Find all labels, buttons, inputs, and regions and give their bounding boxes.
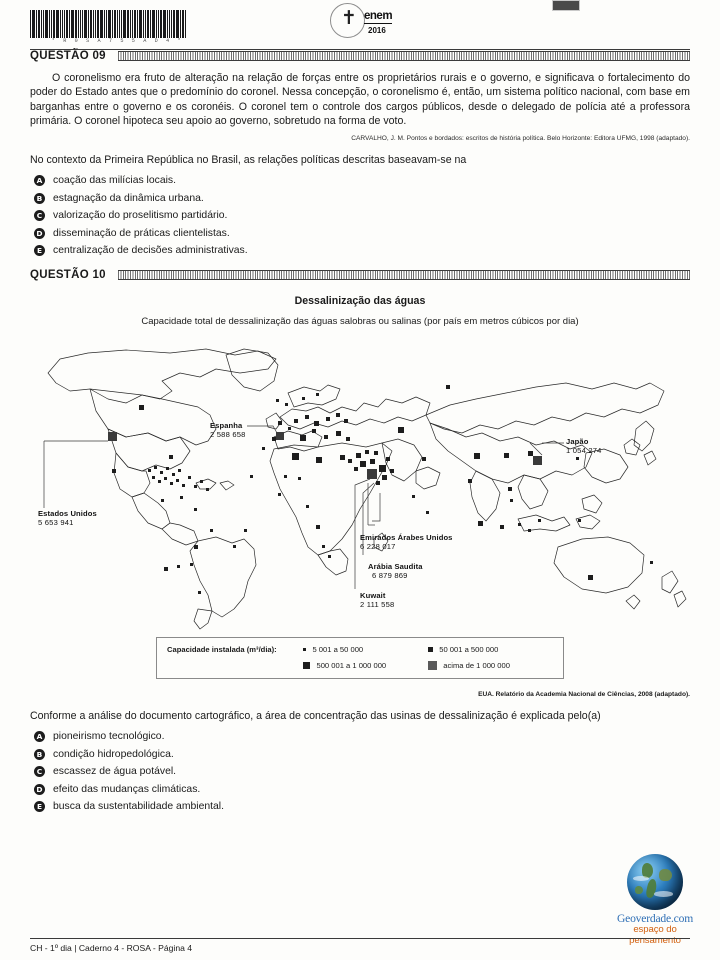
option-letter-badge: D — [34, 784, 45, 795]
map-label-estados-unidos: Estados Unidos 5 653 941 — [38, 509, 97, 528]
legend-range-1: 50 001 a 500 000 — [439, 645, 499, 655]
question-09-source: CARVALHO, J. M. Pontos e bordados: escritos de história política. Belo Horizonte: Editora UFMG, 1998 (adaptado). — [351, 134, 690, 142]
legend-swatch-tiny — [303, 648, 306, 651]
watermark-site: Geoverdade.com — [616, 912, 694, 925]
question-09-stem: No contexto da Primeira República no Brasil, as relações políticas descritas baseavam-se na — [30, 153, 467, 166]
question-09-rule — [118, 51, 690, 61]
option-text: valorização do proselitismo partidário. — [53, 210, 228, 222]
question-10-option-e[interactable] — [34, 801, 690, 813]
option-text: escassez de água potável. — [53, 766, 177, 778]
question-10-option-a[interactable] — [34, 731, 690, 743]
question-10-label: QUESTÃO 10 — [30, 269, 106, 282]
question-10-option-c[interactable] — [34, 766, 690, 778]
legend-row-1 — [167, 645, 553, 654]
world-map-svg — [30, 333, 690, 633]
barcode — [30, 8, 205, 38]
map-label-arabia-saudita: Arábia Saudita 6 879 869 — [368, 562, 423, 581]
figure-title: Dessalinização das águas — [294, 295, 426, 308]
question-10-header — [30, 269, 690, 281]
option-letter-badge: E — [34, 801, 45, 812]
option-letter-badge: B — [34, 193, 45, 204]
world-map-figure — [30, 333, 690, 633]
logo-figure-icon: ✝ — [341, 7, 357, 29]
figure-subtitle: Capacidade total de dessalinização das águas salobras ou salinas (por país em metros cúbicos por dia) — [141, 316, 579, 328]
map-leader-lines — [44, 426, 564, 589]
page-header — [0, 0, 720, 50]
question-10-stem: Conforme a análise do documento cartográfico, a área de concentração das usinas de dessalinização é explicada pelo(a) — [30, 710, 601, 723]
option-text: estagnação da dinâmica urbana. — [53, 192, 204, 204]
question-09-option-c[interactable] — [34, 210, 690, 222]
globe-icon — [627, 854, 683, 910]
map-label-kuwait: Kuwait 2 111 558 — [360, 591, 395, 610]
question-10-option-d[interactable] — [34, 784, 690, 796]
question-10-option-b[interactable] — [34, 749, 690, 761]
question-09-label: QUESTÃO 09 — [30, 50, 106, 62]
footer-divider — [30, 938, 690, 939]
option-letter-badge: C — [34, 210, 45, 221]
map-label-espanha: Espanha 2 588 658 — [210, 421, 246, 440]
option-letter-badge: A — [34, 731, 45, 742]
question-09-option-a[interactable] — [34, 175, 690, 187]
option-letter-badge: D — [34, 228, 45, 239]
option-letter-badge: A — [34, 175, 45, 186]
option-letter-badge: E — [34, 245, 45, 256]
question-09-option-b[interactable] — [34, 193, 690, 205]
option-letter-badge: C — [34, 766, 45, 777]
registration-mark — [552, 0, 580, 11]
legend-range-3: acima de 1 000 000 — [443, 661, 510, 671]
watermark-tagline: espaço do pensamento — [629, 924, 681, 946]
question-09-option-d[interactable] — [34, 228, 690, 240]
option-text: busca da sustentabilidade ambiental. — [53, 801, 224, 813]
option-text: coação das milícias locais. — [53, 175, 177, 187]
map-legend — [156, 637, 564, 679]
option-letter-badge: B — [34, 749, 45, 760]
legend-swatch-medium — [303, 662, 310, 669]
question-09-passage: O coronelismo era fruto de alteração na relação de forças entre os proprietários rurais e o governo, e significava o fortalecimento do poder do Estado antes que o predomínio do coronel. Nessa concepção, o coronelismo é, então, um sistema político nacional, com base em barganhas entre o governo e os coronéis. O coronel tem o controle dos cargos públicos, desde o delegado de polícia até a professora primária. O coronel hipoteca seu apoio ao governo, sobretudo na forma de voto. — [30, 72, 690, 128]
map-label-japao: Japão 1 054 274 — [566, 437, 602, 456]
geoverdade-watermark — [608, 854, 702, 946]
footer-text: CH - 1º dia | Caderno 4 - ROSA - Página 4 — [30, 943, 193, 953]
legend-swatch-large — [428, 661, 437, 670]
legend-title: Capacidade instalada (m³/dia): — [167, 645, 277, 655]
question-10-alternatives — [34, 731, 690, 813]
legend-range-2: 500 001 a 1 000 000 — [316, 661, 387, 671]
option-text: disseminação de práticas clientelistas. — [53, 227, 230, 239]
barcode-text: * R 0 S A 7 5 5 A D 4 * — [51, 38, 184, 44]
map-label-emirados-arabes-unidos: Emirados Árabes Unidos 6 228 017 — [360, 533, 453, 552]
legend-row-2 — [167, 661, 553, 670]
legend-item-2 — [303, 661, 428, 670]
logo-year: 2016 — [368, 26, 386, 35]
option-text: pioneirismo tecnológico. — [53, 731, 165, 743]
legend-item-0 — [303, 645, 428, 654]
option-text: condição hidropedológica. — [53, 748, 174, 760]
question-09-option-e[interactable] — [34, 245, 690, 257]
question-10-rule — [118, 270, 690, 280]
legend-range-0: 5 001 a 50 000 — [312, 645, 364, 655]
legend-item-3 — [428, 661, 553, 670]
option-text: efeito das mudanças climáticas. — [53, 783, 201, 795]
logo-wordmark: enem — [364, 10, 393, 22]
map-source: EUA. Relatório da Academia Nacional de Ciências, 2008 (adaptado). — [478, 691, 690, 699]
option-text: centralização de decisões administrativas. — [53, 245, 248, 257]
question-09-header — [30, 50, 690, 62]
enem-logo — [330, 3, 410, 39]
legend-item-1 — [428, 645, 553, 654]
header-divider — [30, 49, 690, 50]
legend-swatch-small — [428, 647, 433, 652]
question-09-alternatives — [34, 175, 690, 257]
